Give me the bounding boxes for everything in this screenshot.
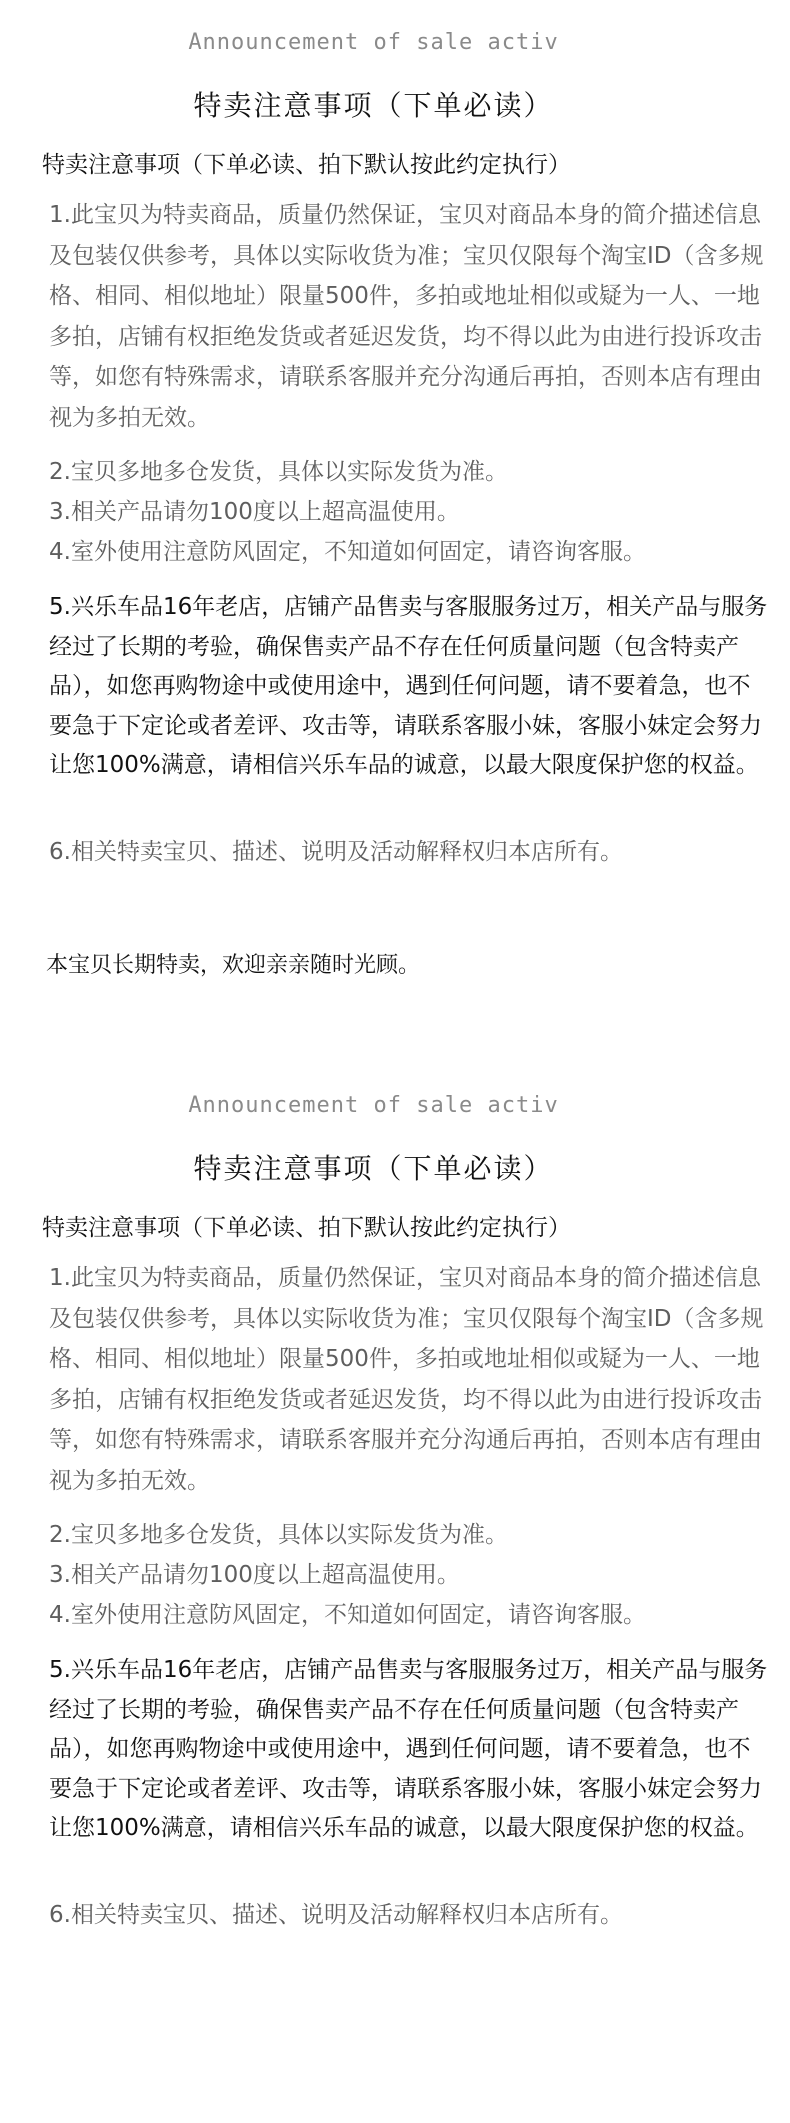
- notice-item-4: 4.室外使用注意防风固定，不知道如何固定，请咨询客服。: [49, 1602, 646, 1628]
- notice-item-4: 4.室外使用注意防风固定，不知道如何固定，请咨询客服。: [49, 539, 646, 565]
- notice-item-6: 6.相关特卖宝贝、描述、说明及活动解释权归本店所有。: [49, 839, 623, 865]
- notice-item-2: 2.宝贝多地多仓发货，具体以实际发货为准。: [49, 1522, 508, 1548]
- notice-subheading: 特卖注意事项（下单必读、拍下默认按此约定执行）: [42, 1215, 571, 1241]
- notice-title: 特卖注意事项（下单必读）: [193, 1152, 554, 1185]
- notice-item-3: 3.相关产品请勿100度以上超高温使用。: [49, 499, 460, 525]
- notice-item-6: 6.相关特卖宝贝、描述、说明及活动解释权归本店所有。: [49, 1902, 623, 1928]
- announcement-block-1: [0, 0, 790, 1060]
- notice-item-5: 5.兴乐车品16年老店，店铺产品售卖与客服服务过万，相关产品与服务经过了长期的考验，确保售卖产品不存在任何质量问题（包含特卖产品），如您再购物途中或使用途中，遇到任何问题，请不要着急，也不要急于下定论或者差评、攻击等，请联系客服小妹，客服小妹定会努力让您100%满意，请相信兴乐车品的诚意，以最大限度保护您的权益。: [49, 594, 768, 779]
- notice-subheading: 特卖注意事项（下单必读、拍下默认按此约定执行）: [42, 152, 571, 178]
- english-heading: Announcement of sale activ: [188, 1093, 559, 1118]
- english-heading: Announcement of sale activ: [188, 30, 559, 55]
- announcement-block-2: [0, 1063, 790, 2123]
- notice-item-3: 3.相关产品请勿100度以上超高温使用。: [49, 1562, 460, 1588]
- notice-item-2: 2.宝贝多地多仓发货，具体以实际发货为准。: [49, 459, 508, 485]
- notice-item-1: 1.此宝贝为特卖商品，质量仍然保证，宝贝对商品本身的简介描述信息及包装仅供参考，具体以实际收货为准；宝贝仅限每个淘宝ID（含多规格、相同、相似地址）限量500件，多拍或地址相似或疑为一人、一地多拍，店铺有权拒绝发货或者延迟发货，均不得以此为由进行投诉攻击等，如您有特殊需求，请联系客服并充分沟通后再拍，否则本店有理由视为多拍无效。: [49, 1265, 764, 1494]
- notice-item-1: 1.此宝贝为特卖商品，质量仍然保证，宝贝对商品本身的简介描述信息及包装仅供参考，具体以实际收货为准；宝贝仅限每个淘宝ID（含多规格、相同、相似地址）限量500件，多拍或地址相似或疑为一人、一地多拍，店铺有权拒绝发货或者延迟发货，均不得以此为由进行投诉攻击等，如您有特殊需求，请联系客服并充分沟通后再拍，否则本店有理由视为多拍无效。: [49, 202, 764, 431]
- notice-item-5: 5.兴乐车品16年老店，店铺产品售卖与客服服务过万，相关产品与服务经过了长期的考验，确保售卖产品不存在任何质量问题（包含特卖产品），如您再购物途中或使用途中，遇到任何问题，请不要着急，也不要急于下定论或者差评、攻击等，请联系客服小妹，客服小妹定会努力让您100%满意，请相信兴乐车品的诚意，以最大限度保护您的权益。: [49, 1657, 768, 1842]
- notice-title: 特卖注意事项（下单必读）: [193, 89, 554, 122]
- closing-note: 本宝贝长期特卖，欢迎亲亲随时光顾。: [46, 953, 421, 978]
